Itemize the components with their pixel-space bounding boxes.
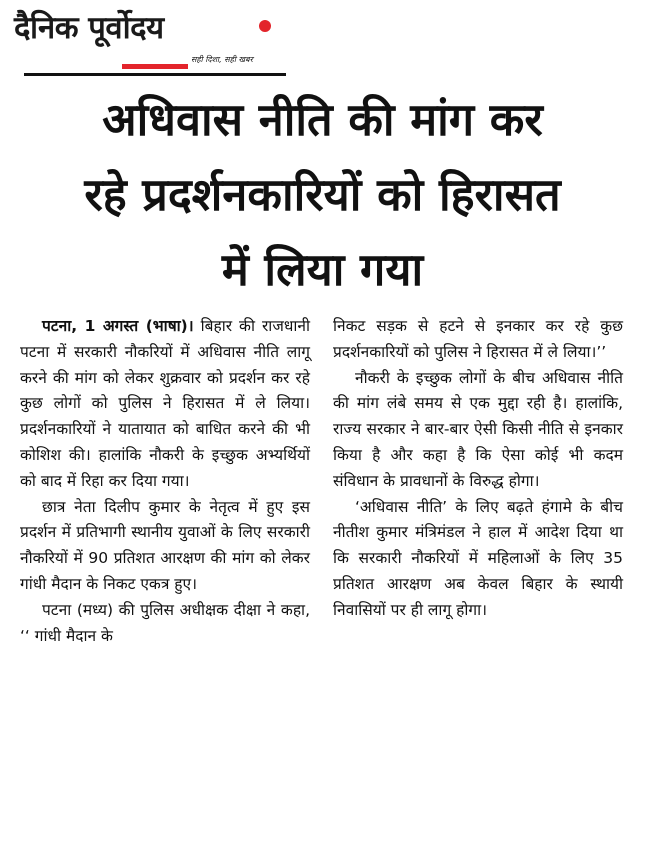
article-paragraph-continued: निकट सड़क से हटने से इनकार कर रहे कुछ प्रदर्शनकारियों को पुलिस ने हिरासत में ले लिया।’’ bbox=[333, 317, 623, 361]
masthead bbox=[12, 6, 274, 72]
headline-line: में लिया गया bbox=[221, 243, 424, 296]
newspaper-logo: दैनिक पूर्वोदय bbox=[14, 10, 164, 46]
article-column-right bbox=[333, 314, 623, 624]
article-paragraph: पटना (मध्य) की पुलिस अधीक्षक दीक्षा ने कहा, ‘‘ गांधी मैदान के bbox=[20, 600, 310, 645]
paragraph-text: बिहार की राजधानी पटना में सरकारी नौकरियों में अधिवास नीति लागू करने की मांग को लेकर शुक्रवार को प्रदर्शन कर रहे कुछ लोगों को पुलिस ने हिरासत में ले लिया। प्रदर्शनकारियों ने यातायात को बाधित करने की भी कोशिश की। हालांकि नौकरी के इच्छुक अभ्यर्थियों को बाद में रिहा कर दिया गया। bbox=[20, 317, 310, 490]
article-column-left bbox=[20, 314, 310, 649]
headline-line: अधिवास नीति की मांग कर bbox=[102, 93, 543, 146]
headline-line: रहे प्रदर्शनकारियों को हिरासत bbox=[84, 168, 561, 221]
tagline: सही दिशा, सही खबर bbox=[191, 55, 253, 64]
dateline: पटना, 1 अगस्त (भाषा)। bbox=[42, 317, 194, 335]
article-paragraph: ‘अधिवास नीति’ के लिए बढ़ते हंगामे के बीच नीतीश कुमार मंत्रिमंडल ने हाल में आदेश दिया था कि सरकारी नौकरियों में महिलाओं के लिए 35 प्रतिशत आरक्षण अब केवल बिहार के स्थायी निवासियों पर ही लागू होगा। bbox=[333, 497, 623, 619]
headline bbox=[20, 82, 625, 307]
masthead-rule bbox=[24, 73, 286, 76]
logo-red-dot bbox=[259, 20, 271, 32]
article-paragraph: नौकरी के इच्छुक लोगों के बीच अधिवास नीति की मांग लंबे समय से एक मुद्दा रही है। हालांकि, राज्य सरकार ने बार-बार ऐसी किसी नीति से इनकार किया है और कहा है कि ऐसा कोई भी कदम संविधान के प्रावधानों के विरुद्ध होगा। bbox=[333, 368, 623, 490]
logo-red-strip bbox=[122, 64, 188, 69]
article-paragraph: छात्र नेता दिलीप कुमार के नेतृत्व में हुए इस प्रदर्शन में प्रतिभागी स्थानीय युवाओं के लिए सरकारी नौकरियों में 90 प्रतिशत आरक्षण की मांग को लेकर गांधी मैदान के निकट एकत्र हुए। bbox=[20, 497, 310, 593]
article-paragraph bbox=[20, 314, 310, 495]
